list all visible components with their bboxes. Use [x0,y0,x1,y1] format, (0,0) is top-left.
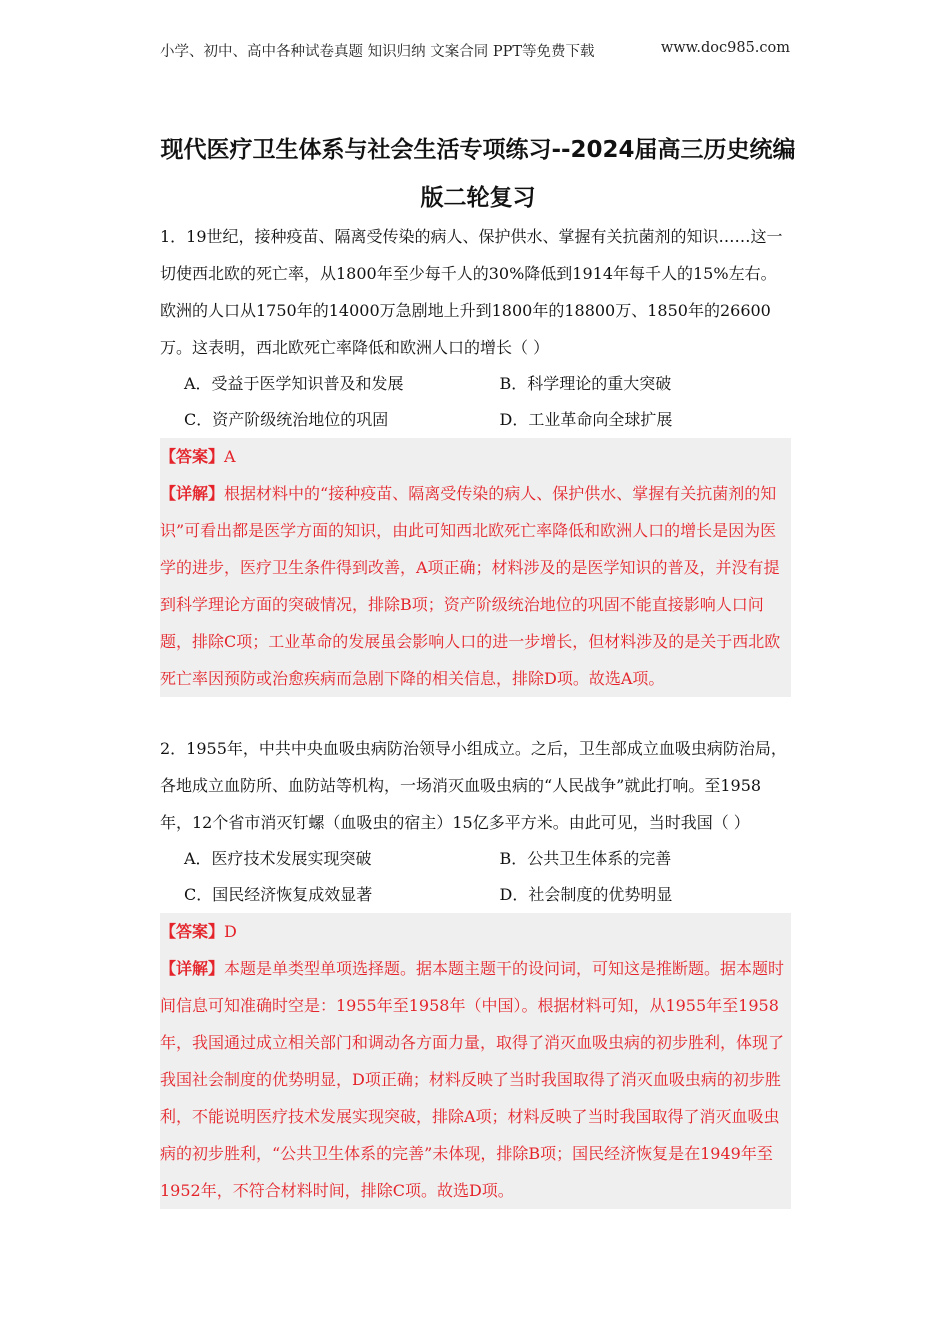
detail-line [160,950,787,1209]
answer-line [160,913,787,950]
question-stem: 1．19世纪，接种疫苗、隔离受传染的病人、保护供水、掌握有关抗菌剂的知识……这一切使西北欧的死亡率，从1800年至少每千人的30%降低到1914年每千人的15%左右。欧洲的人口从1750年的14000万急剧地上升到1800年的18800万、1850年的26600万。这表明，西北欧死亡率降低和欧洲人口的增长（ ） [160,227,783,357]
option-a: A．医疗技术发展实现突破 [184,849,372,868]
answer-label: 【答案】 [160,447,225,466]
answer-label: 【答案】 [160,922,225,941]
answer-value: D [224,922,237,941]
option-d: D．社会制度的优势明显 [499,885,673,904]
option-b: B．公共卫生体系的完善 [499,849,672,868]
options [160,366,791,438]
document-title: 现代医疗卫生体系与社会生活专项练习--2024届高三历史统编版二轮复习 [160,137,796,211]
question-stem: 2．1955年，中共中央血吸虫病防治领导小组成立。之后，卫生部成立血吸虫病防治局，各地成立血防所、血防站等机构，一场消灭血吸虫病的“人民战争”就此打响。至1958年，12个省市消灭钉螺（血吸虫的宿主）15亿多平方米。由此可见，当时我国（ ） [160,739,787,832]
options [160,841,791,913]
detail-label: 【详解】 [160,484,225,503]
detail-label: 【详解】 [160,959,225,978]
option-d: D．工业革命向全球扩展 [499,410,673,429]
question-1 [160,218,791,697]
answer-value: A [224,447,236,466]
answer-line [160,438,787,475]
detail-text: 本题是单类型单项选择题。据本题主题干的设问词，可知这是推断题。据本题时间信息可知准确时空是：1955年至1958年（中国）。根据材料可知，从1955年至1958年，我国通过成立相关部门和调动各方面力量，取得了消灭血吸虫病的初步胜利，体现了我国社会制度的优势明显，D项正确；材料反映了当时我国取得了消灭血吸虫病的初步胜利，不能说明医疗技术发展实现突破，排除A项；材料反映了当时我国取得了消灭血吸虫病的初步胜利，“公共卫生体系的完善”未体现，排除B项；国民经济恢复是在1949年至1952年，不符合材料时间，排除C项。故选D项。 [160,959,785,1200]
answer-box [160,438,791,697]
question-2 [160,730,791,1209]
option-c: C．国民经济恢复成效显著 [184,885,373,904]
page-header [160,40,790,61]
option-a: A．受益于医学知识普及和发展 [184,374,404,393]
answer-box [160,913,791,1209]
detail-line [160,475,787,697]
header-website: www.doc985.com [660,40,790,56]
option-c: C．资产阶级统治地位的巩固 [184,410,389,429]
option-b: B．科学理论的重大突破 [499,374,672,393]
header-left-text: 小学、初中、高中各种试卷真题 知识归纳 文案合同 PPT等免费下载 [160,44,595,60]
detail-text: 根据材料中的“接种疫苗、隔离受传染的病人、保护供水、掌握有关抗菌剂的知识”可看出都是医学方面的知识，由此可知西北欧死亡率降低和欧洲人口的增长是因为医学的进步，医疗卫生条件得到改善，A项正确；材料涉及的是医学知识的普及，并没有提到科学理论方面的突破情况，排除B项；资产阶级统治地位的巩固不能直接影响人口问题，排除C项；工业革命的发展虽会影响人口的进一步增长，但材料涉及的是关于西北欧死亡率因预防或治愈疾病而急剧下降的相关信息，排除D项。故选A项。 [160,484,781,688]
